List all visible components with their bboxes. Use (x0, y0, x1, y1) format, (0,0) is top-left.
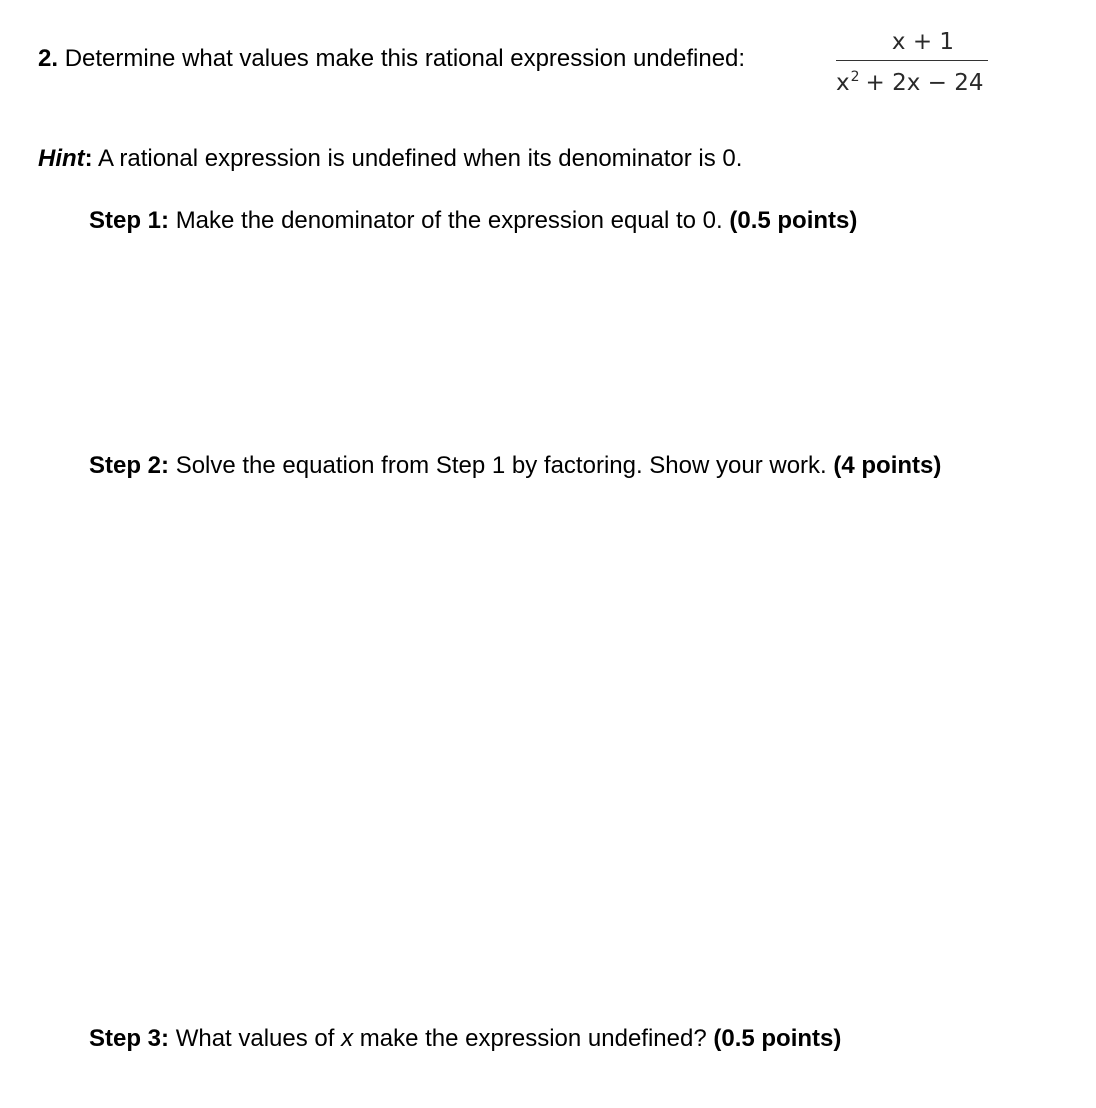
step-3-text-before: What values of (175, 1025, 335, 1052)
denominator-exponent: 2 (850, 69, 860, 85)
hint-text: A rational expression is undefined when its denominator is 0. (98, 145, 743, 172)
denominator-rest: + 2x − 24 (865, 70, 984, 96)
step-1-label: Step 1: (89, 207, 170, 234)
expression-denominator (836, 69, 984, 100)
rational-expression (836, 26, 988, 104)
step-1-text: Make the denominator of the expression equal to 0. (175, 207, 723, 234)
question-text: Determine what values make this rational expression undefined: (64, 45, 746, 72)
hint-label: Hint (38, 145, 85, 172)
hint (38, 145, 742, 173)
step-2-label: Step 2: (89, 452, 170, 479)
step-3-variable: x (341, 1025, 354, 1052)
fraction-bar (836, 60, 988, 61)
hint-colon: : (84, 145, 93, 172)
step-3-text-after: make the expression undefined? (359, 1025, 707, 1052)
step-2-text: Solve the equation from Step 1 by factoring. Show your work. (175, 452, 827, 479)
question-prompt (38, 45, 745, 73)
step-3-label: Step 3: (89, 1025, 170, 1052)
expression-numerator: x + 1 (891, 29, 955, 55)
step-1-points: (0.5 points) (729, 207, 858, 234)
step-3-points: (0.5 points) (713, 1025, 842, 1052)
denominator-base: x (836, 70, 850, 96)
question-number: 2. (38, 45, 59, 72)
step-2 (89, 452, 941, 480)
step-3 (89, 1025, 841, 1053)
step-1 (89, 207, 857, 235)
step-2-points: (4 points) (833, 452, 942, 479)
